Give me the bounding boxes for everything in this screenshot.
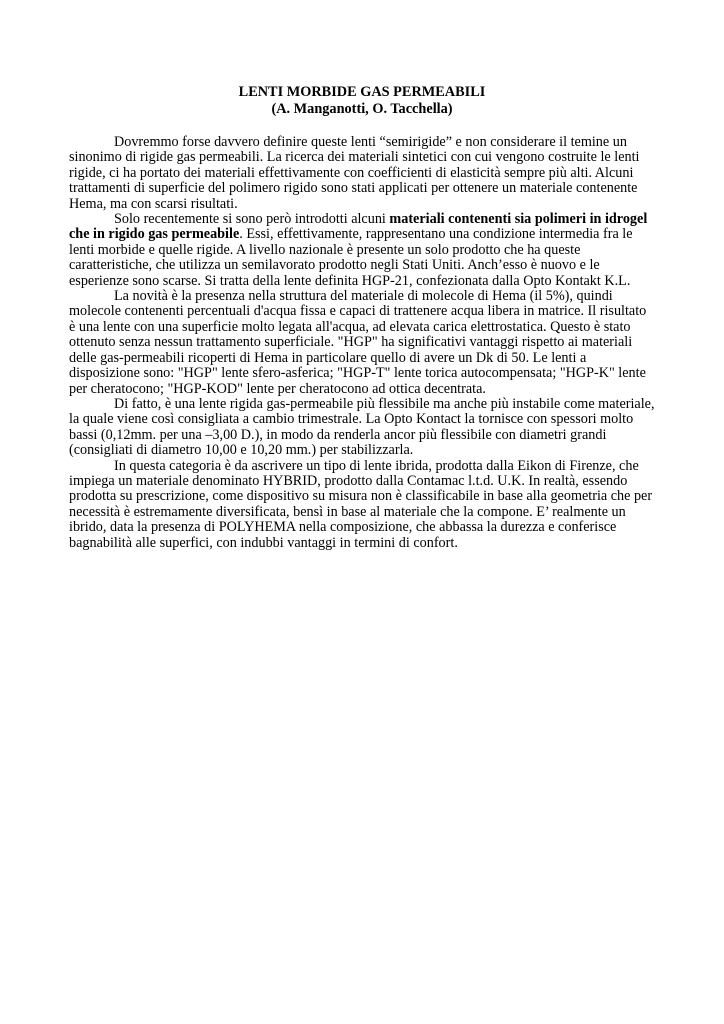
document-authors: (A. Manganotti, O. Tacchella) <box>271 101 453 117</box>
paragraph-1: Dovremmo forse davvero definire queste lenti “semirigide” e non considerare il temine un sinonimo di rigide gas permeabili. La ricerca dei materiali sintetici con cui vengono costruite le lenti rigide, ci ha portato dei materiali effettivamente con coefficienti di elasticità sempre più alti. Alcuni trattamenti di superficie del polimero rigido sono stati applicati per ottenere un materiale contenente Hema, ma con scarsi risultati. <box>69 134 640 212</box>
paragraph-5: In questa categoria è da ascrivere un tipo di lente ibrida, prodotta dalla Eikon di Firenze, che impiega un materiale denominato HYBRID, prodotto dalla Contamac l.t.d. U.K. In realtà, essendo prodotta su prescrizione, come dispositivo su misura non è classificabile in base alla geometria che per necessità è estremamente diversificata, bensì in base al materiale che la compone. E’ realmente un ibrido, data la presenza di POLYHEMA nella composizione, che abbassa la durezza e conferisce bagnabilità alle superfici, con indubbi vantaggi in termini di confort. <box>69 457 653 551</box>
document-content <box>69 84 655 551</box>
paragraph-2-rest: . Essi, effettivamente, rappresentano una condizione intermedia fra le lenti morbide e quelle rigide. A livello nazionale è presente un solo prodotto che ha queste caratteristiche, che utilizza un semilavorato prodotto negli Stati Uniti. Anch’esso è nuovo e le esperienze sono scarse. Si tratta della lente definita HGP-21, confezionata dalla Opto Kontakt K.L. <box>69 226 633 289</box>
document-body <box>69 135 655 551</box>
document-title: LENTI MORBIDE GAS PERMEABILI <box>238 84 486 100</box>
paragraph-3: La novità è la presenza nella struttura del materiale di molecole di Hema (il 5%), quindi molecole contenenti percentuali d'acqua fissa e capaci di trattenere acqua libera in matrice. Il risultato è una lente con una superficie molto legata all'acqua, ad elevata carica elettrostatica. Questo è stato ottenuto senza nessun trattamento superficiale. "HGP" ha significativi vantaggi rispetto ai materiali delle gas-permeabili ricoperti di Hema in particolare quello di avere un Dk di 50. Le lenti a disposizione sono: "HGP" lente sfero-asferica; "HGP-T" lente torica autocompensata; "HGP-K" lente per cheratocono; "HGP-KOD" lente per cheratocono ad ottica decentrata. <box>69 288 647 397</box>
paragraph-2-bold-phrase: materiali contenenti sia polimeri in idrogel che in rigido gas permeabile <box>69 211 648 243</box>
paragraph-2-lead: Solo recentemente si sono però introdotti alcuni <box>114 211 390 228</box>
paragraph-2 <box>69 212 655 289</box>
paragraph-4: Di fatto, è una lente rigida gas-permeabile più flessibile ma anche più instabile come materiale, la quale viene così consigliata a cambio trimestrale. La Opto Kontact la tornisce con spessori molto bassi (0,12mm. per una –3,00 D.), in modo da renderla ancor più flessibile con diametri grandi (consigliati di diametro 10,00 e 10,20 mm.) per stabilizzarla. <box>69 395 655 459</box>
